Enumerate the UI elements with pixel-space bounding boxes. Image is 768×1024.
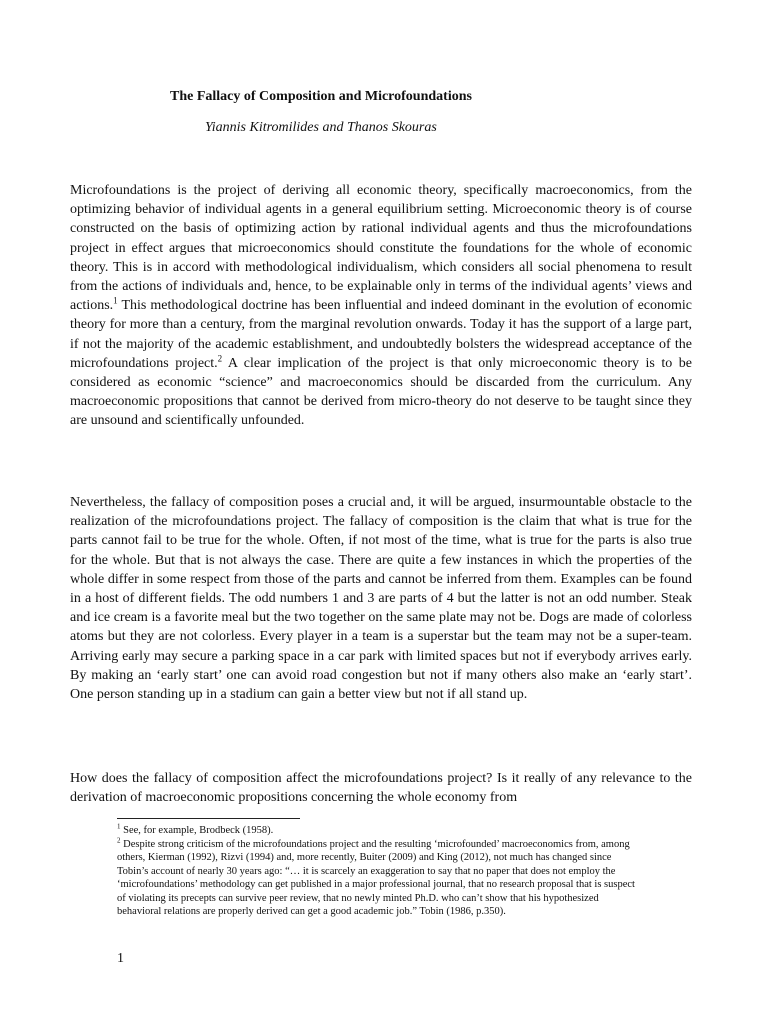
footnote-text-2: Despite strong criticism of the microfoundations project and the resulting ‘microfounded’ macroeconomics from, among others, Kierman (1992), Rizvi (1994) and, more recently, Buiter (2009) and King (2012), not much has changed since Tobin’s account of nearly 30 years ago: “… it is scarcely an exaggeration to say that no paper that does not employ the ‘microfoundations’ methodology can get published in a major professional journal, that no research proposal that is suspect of violating its precepts can survive peer review, that no newly minted Ph.D. who can’t show that his hypothesized behavioral relations are properly derived can get a good academic job.” Tobin (1986, p.350). — [117, 838, 635, 917]
page-number: 1 — [117, 951, 124, 966]
body-paragraph-3: How does the fallacy of composition affect the microfoundations project? Is it really of any relevance to the derivation of macroeconomic propositions concerning the whole economy from — [70, 771, 692, 806]
footnotes — [117, 824, 637, 919]
body-paragraph-2: Nevertheless, the fallacy of composition poses a crucial and, it will be argued, insurmountable obstacle to the realization of the microfoundations project. The fallacy of composition is the claim that what is true for the parts cannot fail to be true for the whole. Often, if not most of the time, what is true for the parts is also true for the whole. But that is not always the case. There are quite a few instances in which the properties of the whole differ in some respect from those of the parts and cannot be inferred from them. Examples can be found in a host of different fields. The odd numbers 1 and 3 are parts of 4 but the latter is not an odd number. Steak and ice cream is a favorite meal but the two together on the same plate may not be. Dogs are made of colorless atoms but they are not colorless. Every player in a team is a superstar but the team may not be a super-team. Arriving early may secure a parking space in a car park with limited spaces but not if everybody arrives early. By making an ‘early start’ one can avoid road congestion but not if many others also make an ‘early start’. One person standing up in a stadium can gain a better view but not if all stand up. — [70, 495, 692, 703]
paragraph-1-text-a: Microfoundations is the project of deriving all economic theory, specifically macroeconomics, from the optimizing behavior of individual agents in a general equilibrium setting. Microeconomic theory is of course constructed on the basis of optimizing action by rational individual agents and thus the microfoundations project in effect argues that microeconomics should constitute the foundations for the whole of economic theory. This is in accord with methodological individualism, which considers all social phenomena to result from the actions of individuals and, hence, to be explainable only in terms of the individual agents’ views and actions. — [70, 183, 692, 314]
footnote-2 — [117, 838, 637, 919]
paper-authors: Yiannis Kitromilides and Thanos Skouras — [205, 120, 437, 135]
paragraph-1-text-b: This methodological doctrine has been influential and indeed dominant in the evolution of economic theory for more than a century, from the marginal revolution onwards. Today it has the support of a large part, if not the majority of the academic establishment, and undoubtedly bolsters the widespread acceptance of the microfoundations project. — [70, 298, 692, 371]
footnote-marker-2: 2 — [117, 836, 121, 844]
footnote-text-1: See, for example, Brodbeck (1958). — [120, 825, 274, 836]
paper-title: The Fallacy of Composition and Microfoundations — [170, 89, 472, 104]
footnote-1 — [117, 824, 637, 838]
footnote-ref-2: 2 — [217, 353, 223, 364]
paragraph-1-text-c: A clear implication of the project is that only microeconomic theory is to be considered as economic “science” and macroeconomics should be discarded from the curriculum. Any macroeconomic propositions that cannot be derived from micro-theory do not deserve to be taught since they are unsound and scientifically unfounded. — [70, 355, 692, 429]
body-paragraph-1 — [70, 181, 692, 431]
footnote-separator — [117, 818, 300, 819]
footnote-ref-1: 1 — [113, 295, 118, 306]
footnote-marker-1: 1 — [117, 822, 121, 831]
